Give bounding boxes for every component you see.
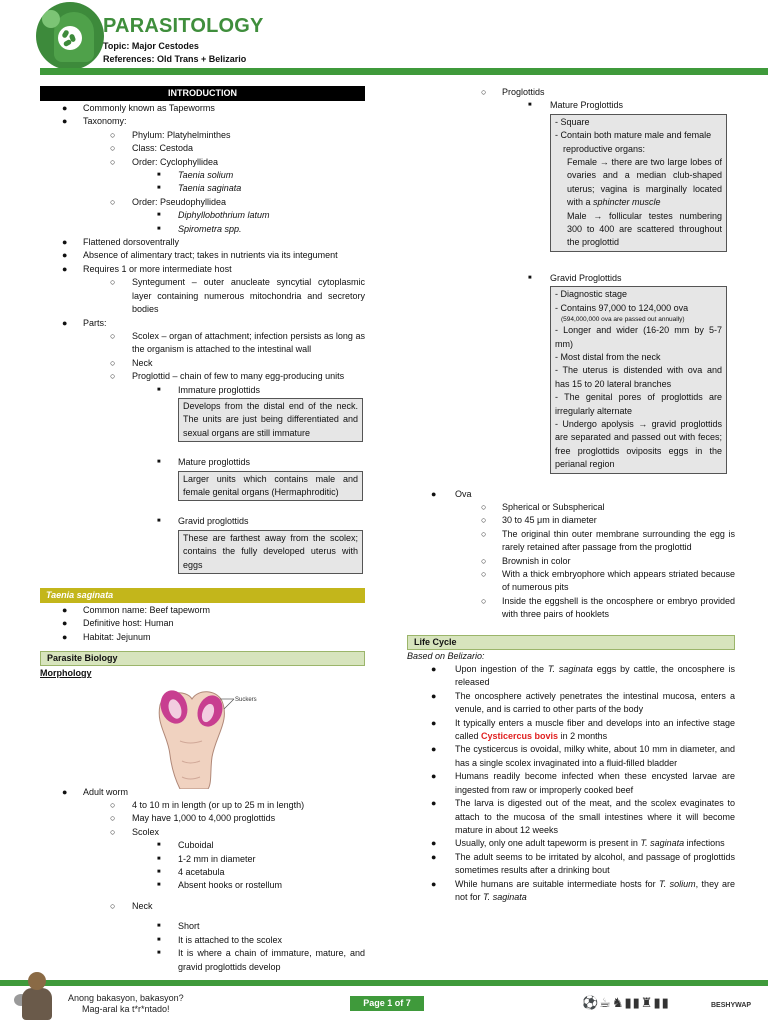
list-item: ■ Diphyllobothrium latum xyxy=(157,210,270,221)
scolex-image xyxy=(150,685,280,789)
list-item: ■ It is where a chain of immature, mature, and gravid proglottids develop xyxy=(157,948,365,972)
list-item: ■ Taenia saginata xyxy=(157,183,242,194)
list-item: ○ Phylum: Platyhelminthes xyxy=(110,129,231,140)
list-item: ○ 4 to 10 m in length (or up to 25 m in length) xyxy=(110,800,305,811)
list-item: ■ 1-2 mm in diameter xyxy=(157,853,256,864)
header-divider xyxy=(40,68,768,75)
box-line: - Contains 97,000 to 124,000 ova xyxy=(555,302,689,313)
list-item: ● The larva is digested out of the meat, and the scolex evaginates to attach to the mucosa of the small intestines where it will become mature in about 12 weeks xyxy=(431,798,735,835)
list-item: ● Humans readily become infected when these encysted larvae are ingested from raw or improperly cooked beef xyxy=(431,771,735,795)
list-item: ● Requires 1 or more intermediate host xyxy=(62,263,232,274)
box-line: - Most distal from the neck xyxy=(555,351,661,362)
list-item: ● Absence of alimentary tract; takes in nutrients via its integument xyxy=(62,250,338,261)
list-item: ■ Gravid proglottids These are farthest away from the scolex; contains the fully developed uterus with eggs xyxy=(40,515,365,574)
list-item: ○ Proglottid – chain of few to many egg-producing units xyxy=(110,371,345,382)
proglottids-list xyxy=(407,86,735,474)
footer-divider xyxy=(0,980,768,986)
list-item: ● Parts: xyxy=(62,317,107,328)
list-item: ■ Short xyxy=(157,921,200,932)
list-item: ● Upon ingestion of the T. saginata eggs by cattle, the oncosphere is released xyxy=(431,664,735,688)
list-item: ● The cysticercus is ovoidal, milky white, about 10 mm in diameter, and has a single scolex invaginated into a fluid-filled bladder xyxy=(431,744,735,768)
box-line: - Square xyxy=(555,116,590,127)
taenia-saginata-list xyxy=(40,604,365,644)
box-line: - Undergo apolysis → gravid proglottids are separated and passed out with feces; free proglottids oviposits eggs in the perianal region xyxy=(555,418,722,470)
list-item: ● Common name: Beef tapeworm xyxy=(62,605,211,615)
list-item: ● Taxonomy: xyxy=(62,116,127,127)
ova-list xyxy=(407,488,735,622)
list-item: ● The oncosphere actively penetrates the intestinal mucosa, enters a venule, and is carried to other parts of the body xyxy=(431,690,735,715)
gravid-proglottids-detail-box xyxy=(550,286,727,473)
list-item: ○ Proglottids xyxy=(481,87,545,97)
list-item: ○ Neck xyxy=(110,900,153,911)
list-item: ■ Spirometra spp. xyxy=(157,223,242,234)
mature-proglottids-detail-box xyxy=(550,114,727,252)
list-item: ○ Order: Pseudophyllidea xyxy=(110,196,227,207)
slogan-line: Mag-aral ka t*r*ntado! xyxy=(82,1004,170,1014)
page-number: Page 1 of 7 xyxy=(350,996,424,1011)
parasite-biology-heading: Parasite Biology xyxy=(40,651,365,666)
list-item: ● While humans are suitable intermediate hosts for T. solium, they are not for T. saginata xyxy=(431,878,735,902)
mature-proglottids-box: Larger units which contains male and female genital organs (Hermaphroditic) xyxy=(178,471,363,502)
box-line: - The genital pores of proglottids are irregularly alternate xyxy=(555,392,722,416)
box-line: - Diagnostic stage xyxy=(555,289,628,300)
list-item: ○ With a thick embryophore which appears striated because of numerous pits xyxy=(481,569,735,593)
list-item: ● It typically enters a muscle fiber and develops into an infective stage called Cysticercus bovis in 2 months xyxy=(431,717,735,742)
topic-line: Topic: Major Cestodes xyxy=(103,41,199,51)
warrior-mascot-icon xyxy=(14,972,60,1022)
list-item: ○ Class: Cestoda xyxy=(110,143,194,154)
list-item: ● Definitive host: Human xyxy=(62,618,174,629)
list-item: ■ Mature Proglottids - Square - Contain both mature male and female reproductive organs: Female → there are two large lobes of ovaries and a median club-shaped uterus; vagina is marginally located with a sphincter muscle Male → follicular testes numbering 300 to 400 are scattered throughout the proglottid xyxy=(407,99,735,251)
list-item: ○ Neck xyxy=(110,357,153,368)
list-item: ○ 30 to 45 μm in diameter xyxy=(481,515,597,526)
list-item: ● Usually, only one adult tapeworm is present in T. saginata infections xyxy=(431,838,725,849)
list-item: ■ Immature proglottids Develops from the distal end of the neck. The units are just being differentiated and sexual organs are still immature xyxy=(40,384,365,443)
box-line: (594,000,000 ova are passed out annually) xyxy=(561,316,685,324)
list-item: ● The adult seems to be irritated by alcohol, and passage of proglottids sometimes results after a drinking bout xyxy=(431,851,735,876)
footer-brand: BESHYWAP xyxy=(711,1002,752,1009)
scolex-figure xyxy=(40,685,365,789)
list-item: ■ Mature proglottids Larger units which contains male and female genital organs (Hermaphroditic) xyxy=(40,456,365,501)
list-item: ● Habitat: Jejunum xyxy=(62,631,151,642)
list-item: ■ Gravid Proglottids - Diagnostic stage - Contains 97,000 to 124,000 ova (594,000,000 ova are passed out annually) - Longer and wider (16-20 mm by 5-7 mm) - Most distal from the neck - The uterus is distended with ova and has 15 to 20 lateral branches - The genital pores of proglottids are irregularly alternate - Undergo apolysis → gravid proglottids are separated and passed out with feces; free proglottids oviposits eggs in the perianal region xyxy=(407,272,735,474)
list-item: ■ 4 acetabula xyxy=(157,867,225,878)
introduction-list xyxy=(40,102,365,574)
references-line: References: Old Trans + Belizario xyxy=(103,54,247,64)
list-item: ■ Taenia solium xyxy=(157,170,234,181)
list-item: ○ Syntegument – outer anucleate syncytial cytoplasmic layer containing numerous mitochondria and secretory bodies xyxy=(110,277,365,315)
immature-proglottids-box: Develops from the distal end of the neck. The units are just being differentiated and sexual organs are still immature xyxy=(178,398,363,442)
list-item: ● Adult worm xyxy=(62,786,129,797)
list-item: ● Flattened dorsoventrally xyxy=(62,237,180,248)
list-item: ○ Scolex – organ of attachment; infection persists as long as the organism is attached to the intestinal wall xyxy=(110,330,365,355)
box-line: - The uterus is distended with ova and has 15 to 20 lateral branches xyxy=(555,365,722,389)
page-footer xyxy=(0,972,768,1024)
left-column xyxy=(40,86,365,974)
life-cycle-heading: Life Cycle xyxy=(407,635,735,650)
slogan-line: Anong bakasyon, bakasyon? xyxy=(68,993,184,1003)
morphology-list xyxy=(40,786,365,974)
list-item: ■ It is attached to the scolex xyxy=(157,934,283,945)
footer-icons: ⚽☕♞▮▮♜▮▮ xyxy=(582,995,670,1010)
list-item: ● Ova xyxy=(431,488,472,499)
gravid-proglottids-box: These are farthest away from the scolex; contains the fully developed uterus with eggs xyxy=(178,530,363,574)
list-item: ○ May have 1,000 to 4,000 proglottids xyxy=(110,813,276,824)
introduction-heading: INTRODUCTION xyxy=(40,86,365,101)
box-line: - Longer and wider (16-20 mm by 5-7 mm) xyxy=(555,325,722,349)
life-cycle-list xyxy=(407,663,735,904)
right-column xyxy=(407,86,735,904)
header-meta xyxy=(103,40,246,66)
list-item: ○ Brownish in color xyxy=(481,555,571,566)
list-item: ○ Spherical or Subspherical xyxy=(481,501,605,512)
list-item: ● Commonly known as Tapeworms xyxy=(62,103,215,113)
box-line: Female → there are two large lobes of ovaries and a median club-shaped uterus; vagina is marginally located with a sphincter muscle xyxy=(567,157,722,208)
taenia-saginata-heading: Taenia saginata xyxy=(40,588,365,603)
parasitology-logo-icon xyxy=(36,2,104,70)
list-item: ■ Absent hooks or rostellum xyxy=(157,880,283,891)
morphology-subheading: Morphology xyxy=(40,668,92,679)
page-title: PARASITOLOGY xyxy=(103,15,264,37)
list-item: ○ The original thin outer membrane surrounding the egg is rarely retained after passage from the proglottid xyxy=(481,528,735,553)
list-item: ■ Cuboidal xyxy=(157,840,214,851)
life-cycle-source: Based on Belizario: xyxy=(407,650,485,661)
list-item: ○ Order: Cyclophyllidea xyxy=(110,156,219,167)
box-line: Male → follicular testes numbering 300 to 400 are scattered throughout the proglottid xyxy=(567,210,722,248)
page-header xyxy=(0,0,768,76)
footer-slogan xyxy=(68,993,184,1015)
list-item: ○ Inside the eggshell is the oncosphere or embryo provided with three pairs of hooklets xyxy=(481,595,735,620)
suckers-label: Suckers xyxy=(235,696,257,703)
list-item: ○ Scolex xyxy=(110,826,160,837)
box-line: - Contain both mature male and female reproductive organs: xyxy=(555,130,712,154)
